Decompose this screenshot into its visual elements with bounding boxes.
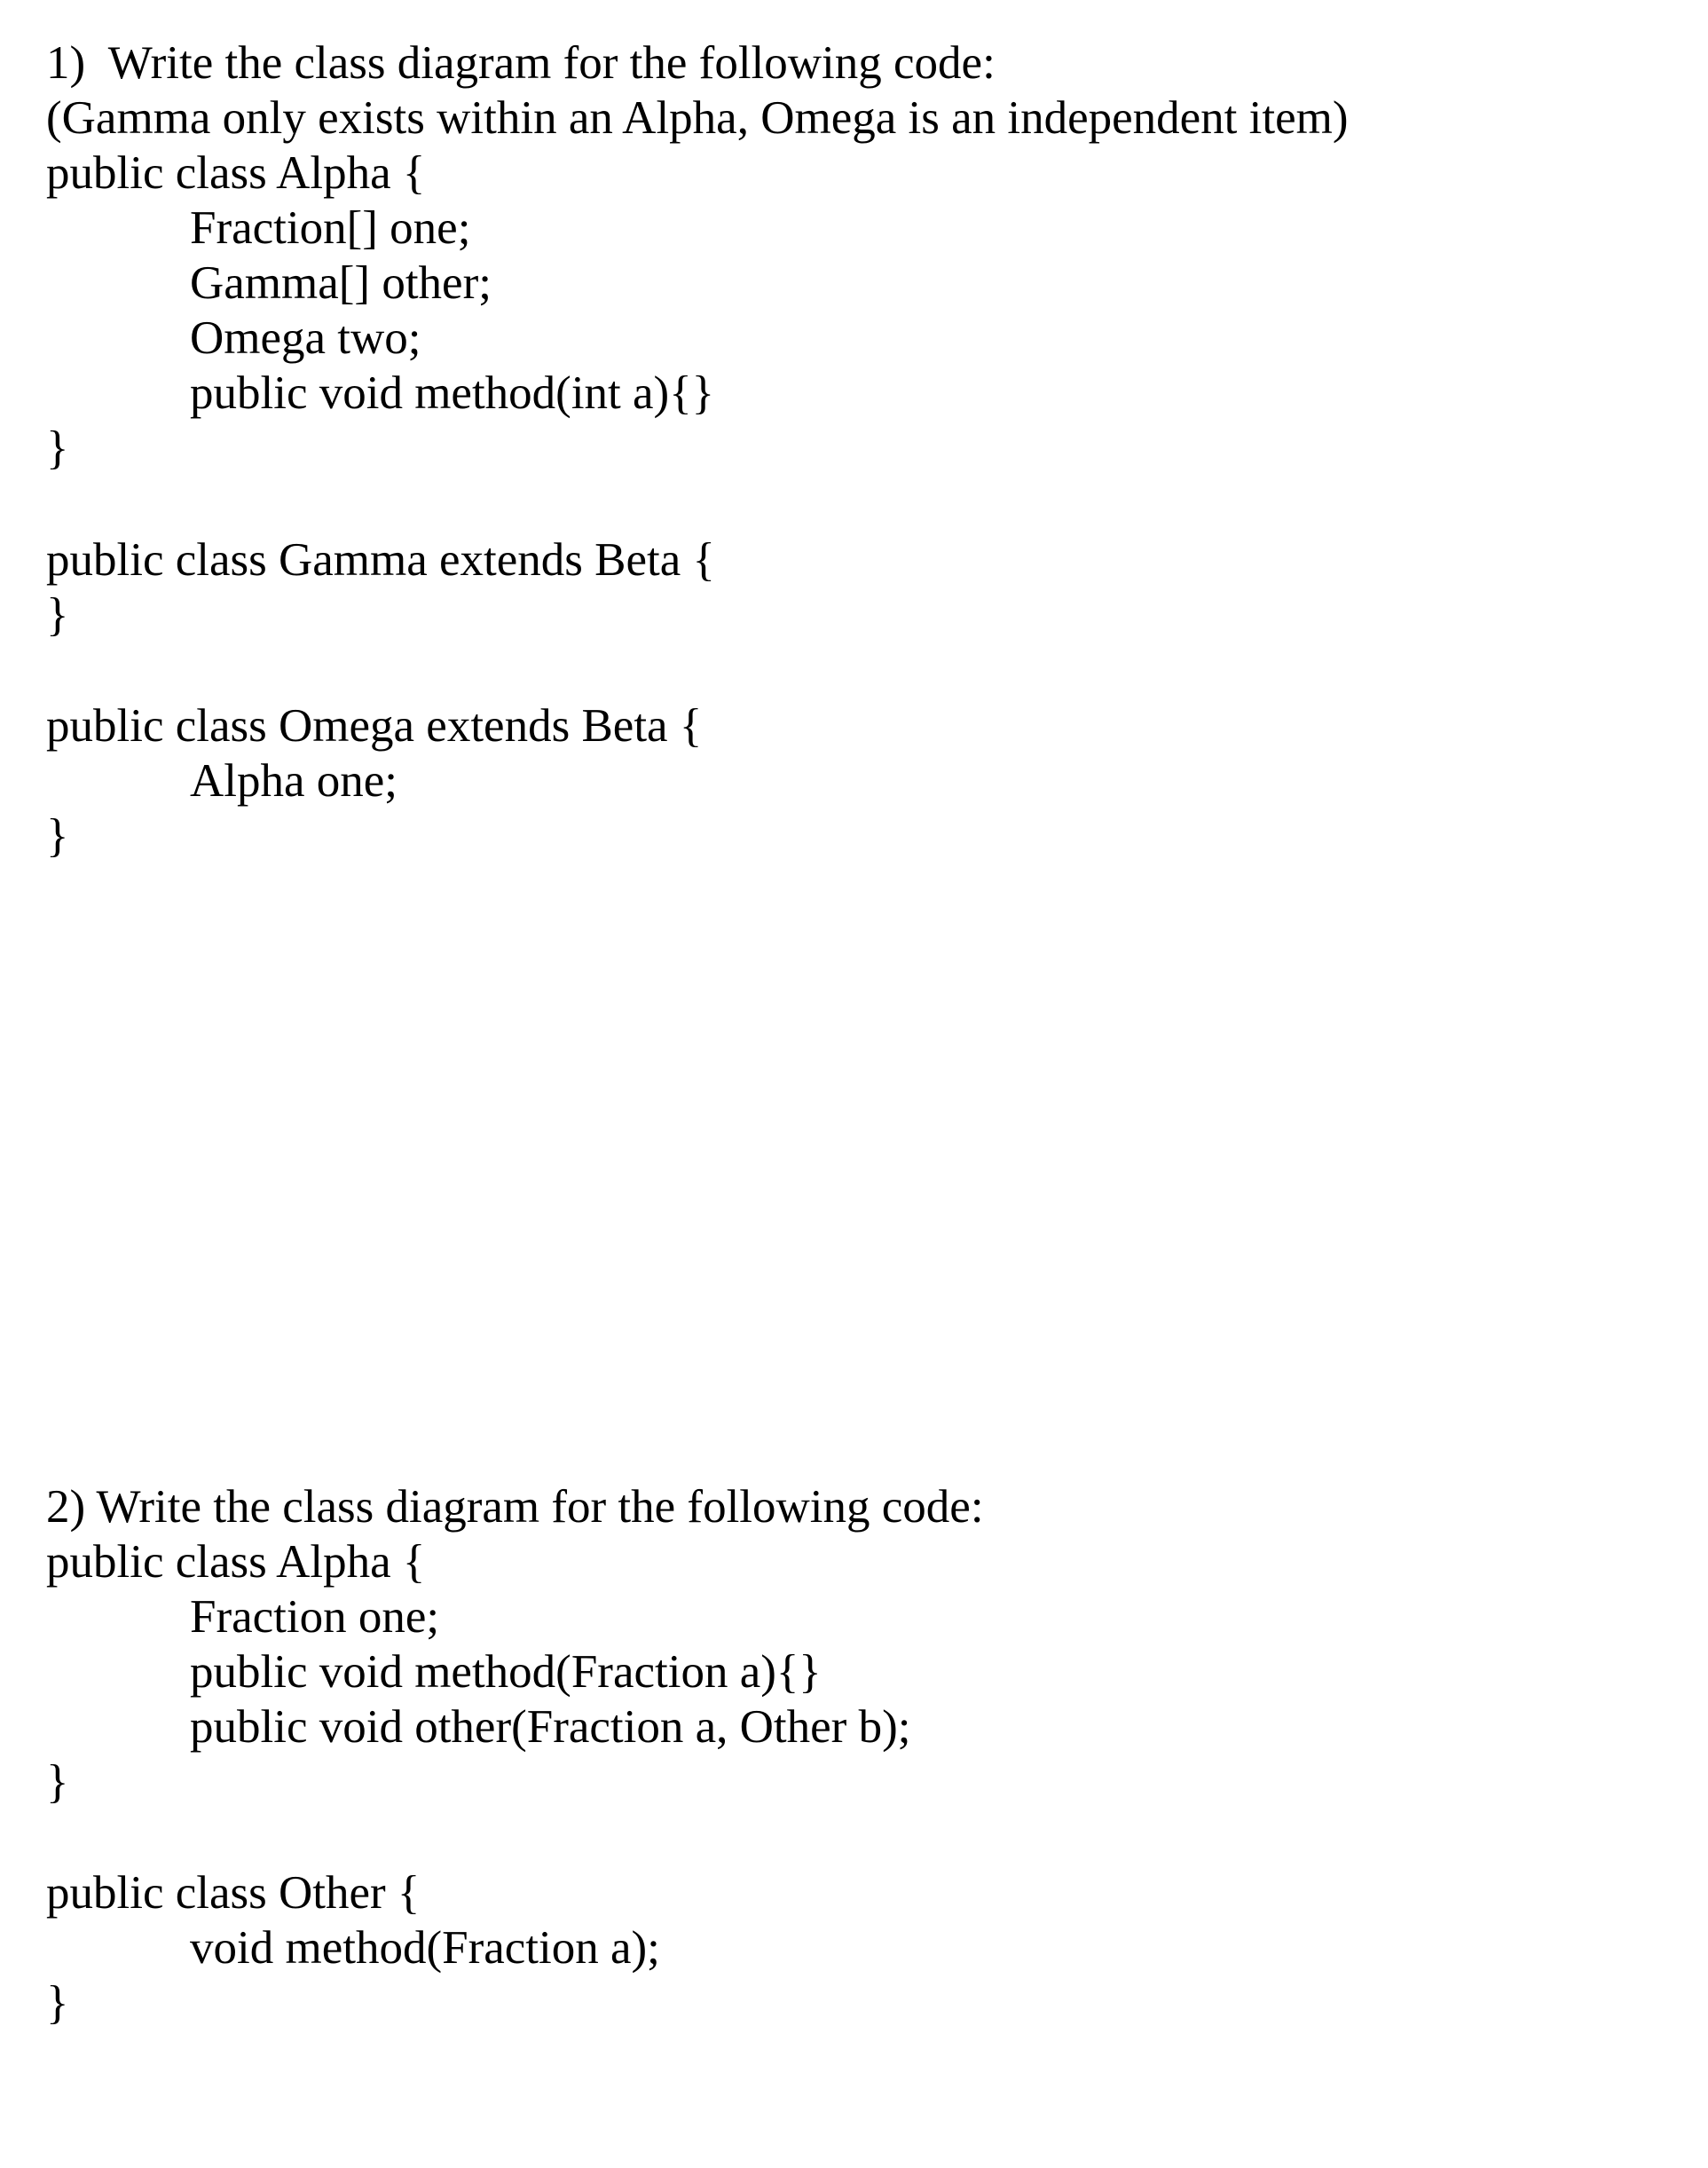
q2-other-class-close: } — [46, 1977, 69, 2029]
q1-alpha-field-omega: Omega two; — [190, 312, 421, 364]
q2-alpha-other-method: public void other(Fraction a, Other b); — [190, 1701, 911, 1753]
q1-gamma-class-open: public class Gamma extends Beta { — [46, 534, 715, 586]
question-1-heading: 1) Write the class diagram for the following code: — [46, 37, 996, 89]
q2-alpha-field-fraction: Fraction one; — [190, 1591, 440, 1643]
q1-alpha-class-close: } — [46, 422, 69, 474]
question-1-note: (Gamma only exists within an Alpha, Omega is an independent item) — [46, 92, 1349, 144]
q1-alpha-field-fraction-array: Fraction[] one; — [190, 202, 471, 254]
q1-omega-class-close: } — [46, 810, 69, 862]
q1-omega-class-open: public class Omega extends Beta { — [46, 700, 703, 752]
q2-other-method: void method(Fraction a); — [190, 1922, 660, 1974]
q1-alpha-field-gamma-array: Gamma[] other; — [190, 257, 492, 309]
q2-alpha-method: public void method(Fraction a){} — [190, 1646, 822, 1698]
q2-alpha-class-open: public class Alpha { — [46, 1536, 426, 1588]
q1-alpha-method: public void method(int a){} — [190, 367, 715, 419]
q1-alpha-class-open: public class Alpha { — [46, 147, 426, 199]
q2-other-class-open: public class Other { — [46, 1867, 421, 1919]
q1-omega-field-alpha: Alpha one; — [190, 755, 398, 807]
question-2-heading: 2) Write the class diagram for the following code: — [46, 1481, 984, 1533]
q1-gamma-class-close: } — [46, 589, 69, 641]
q2-alpha-class-close: } — [46, 1756, 69, 1808]
